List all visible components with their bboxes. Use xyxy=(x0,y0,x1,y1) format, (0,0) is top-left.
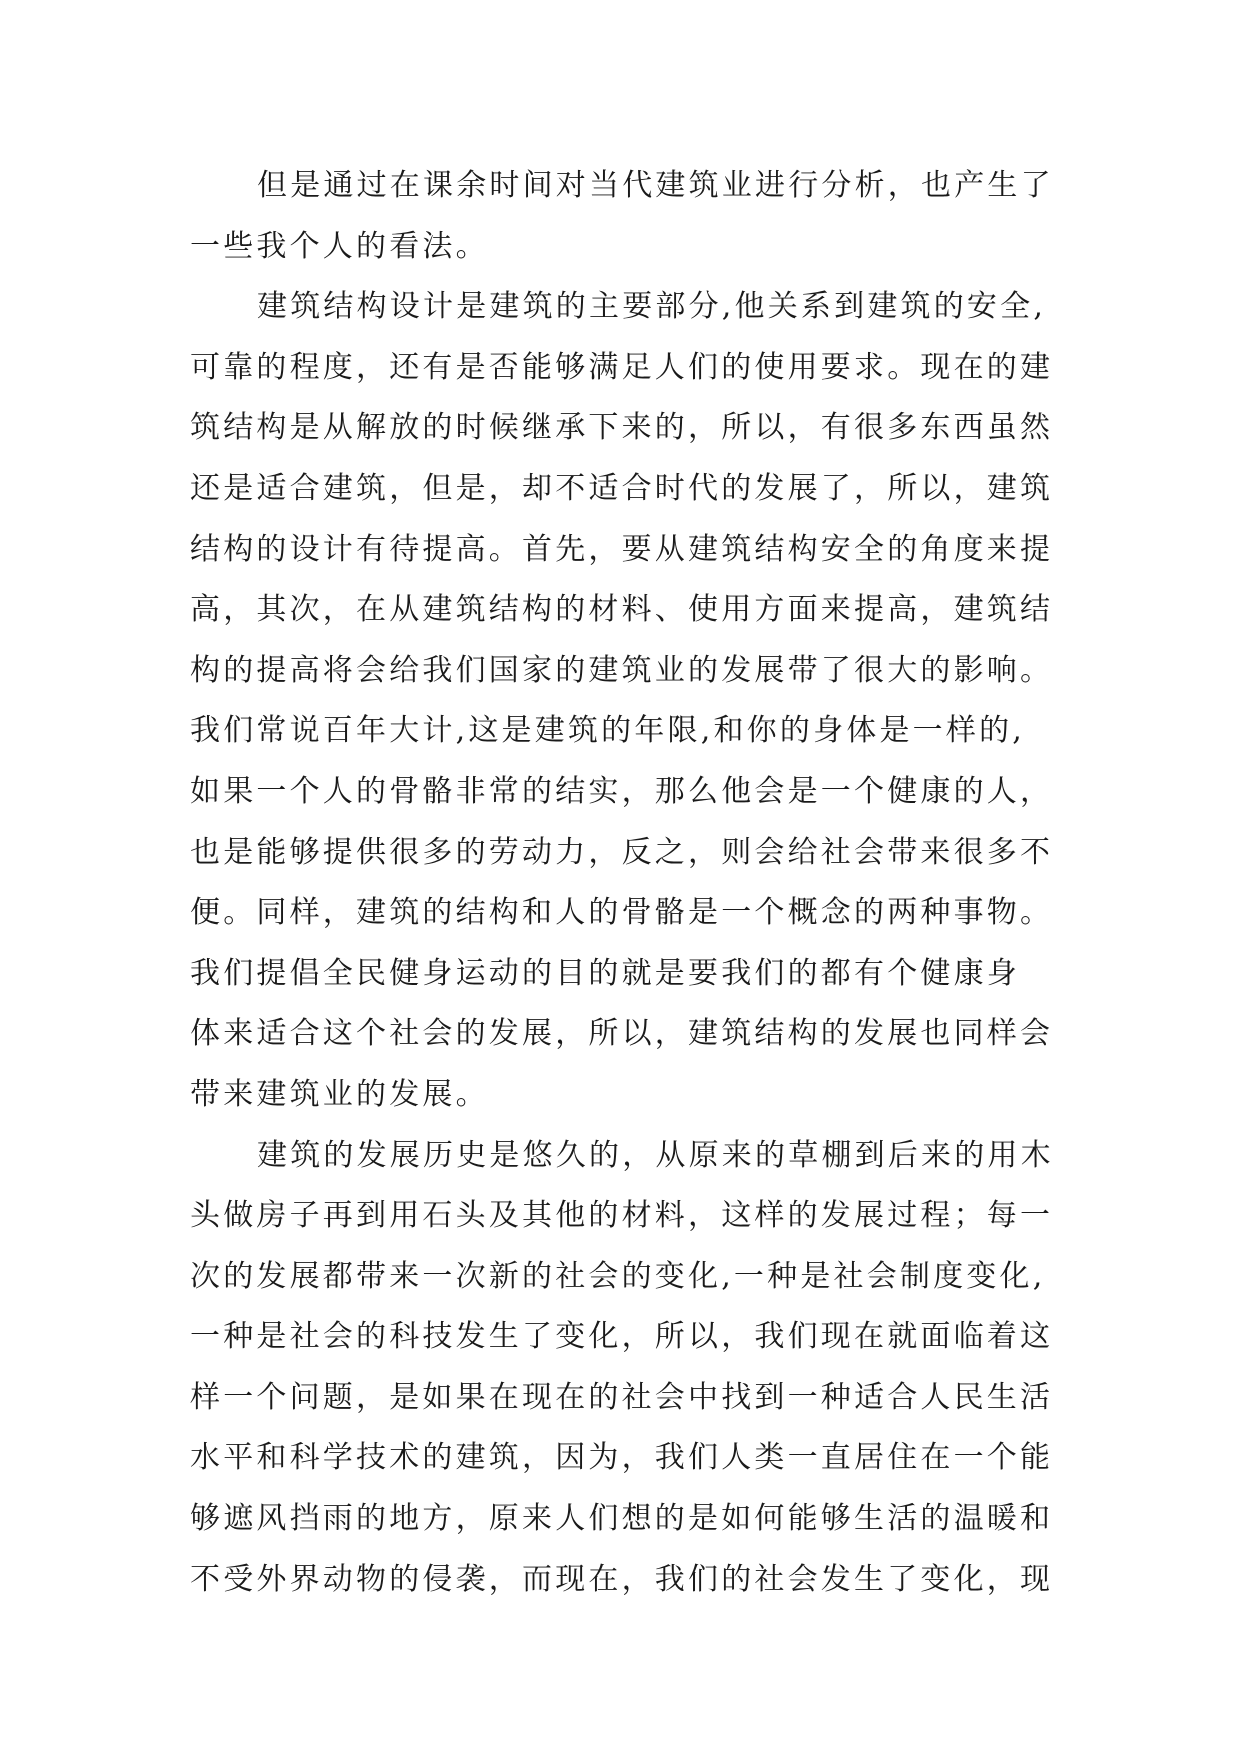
text-line: 但是通过在课余时间对当代建筑业进行分析，也产生了 xyxy=(257,168,1054,203)
text-line: 便。同样，建筑的结构和人的骨骼是一个概念的两种事物。 xyxy=(190,895,1054,931)
text-line: 够遮风挡雨的地方，原来人们想的是如何能够生活的温暖和 xyxy=(190,1501,1054,1537)
text-line: 高，其次，在从建筑结构的材料、使用方面来提高，建筑结 xyxy=(190,592,1054,628)
text-line: 一种是社会的科技发生了变化，所以，我们现在就面临着这 xyxy=(190,1319,1054,1355)
text-line: 还是适合建筑，但是，却不适合时代的发展了，所以，建筑 xyxy=(190,470,1054,506)
text-line: 次的发展都带来一次新的社会的变化,一种是社会制度变化, xyxy=(190,1258,1046,1294)
text-line: 水平和科学技术的建筑，因为，我们人类一直居住在一个能 xyxy=(190,1440,1054,1476)
text-line: 筑结构是从解放的时候继承下来的，所以，有很多东西虽然 xyxy=(190,410,1054,446)
text-line: 样一个问题，是如果在现在的社会中找到一种适合人民生活 xyxy=(190,1379,1054,1415)
text-line: 如果一个人的骨骼非常的结实，那么他会是一个健康的人， xyxy=(190,773,1054,809)
body-text xyxy=(190,156,1090,1610)
text-line: 构的提高将会给我们国家的建筑业的发展带了很大的影响。 xyxy=(190,652,1054,688)
text-line: 建筑的发展历史是悠久的，从原来的草棚到后来的用木 xyxy=(257,1137,1054,1173)
text-line: 体来适合这个社会的发展，所以，建筑结构的发展也同样会 xyxy=(190,1016,1054,1052)
text-line: 不受外界动物的侵袭，而现在，我们的社会发生了变化，现 xyxy=(190,1561,1054,1597)
text-line: 可靠的程度，还有是否能够满足人们的使用要求。现在的建 xyxy=(190,349,1054,385)
text-line: 建筑结构设计是建筑的主要部分,他关系到建筑的安全, xyxy=(257,289,1047,325)
text-line: 我们常说百年大计,这是建筑的年限,和你的身体是一样的, xyxy=(190,713,1026,749)
text-line: 带来建筑业的发展。 xyxy=(190,1076,489,1112)
text-line: 我们提倡全民健身运动的目的就是要我们的都有个健康身 xyxy=(190,955,1020,991)
text-line: 一些我个人的看法。 xyxy=(190,228,489,264)
text-line: 头做房子再到用石头及其他的材料，这样的发展过程；每一 xyxy=(190,1198,1054,1234)
text-line: 也是能够提供很多的劳动力，反之，则会给社会带来很多不 xyxy=(190,834,1054,870)
text-line: 结构的设计有待提高。首先，要从建筑结构安全的角度来提 xyxy=(190,531,1054,567)
